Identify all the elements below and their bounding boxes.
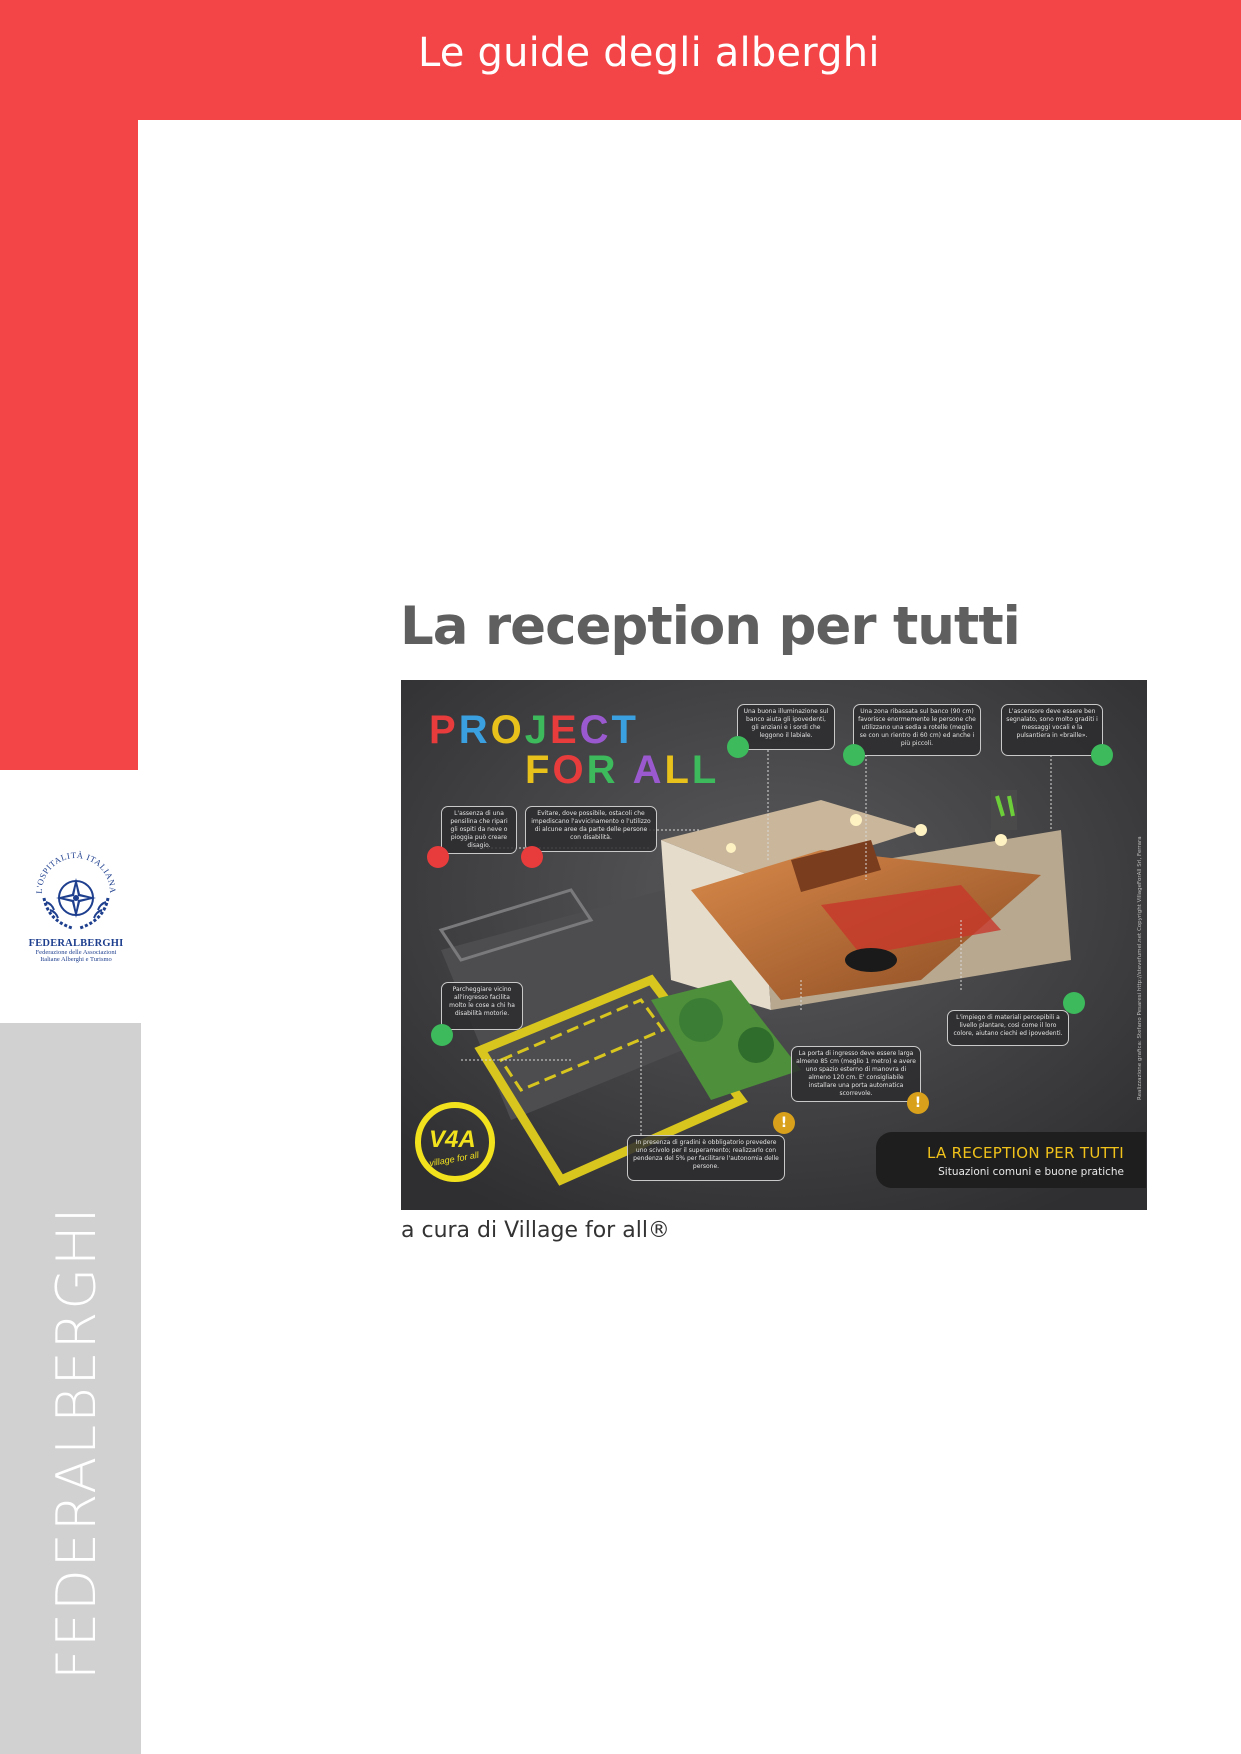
- bad-practice-icon: [427, 846, 449, 868]
- series-title: Le guide degli alberghi: [418, 30, 880, 76]
- callout-plants: L'impiego di materiali percepibili a livello plantare, così come il loro colore, aiutano ciechi ed ipovedenti.: [947, 1010, 1069, 1046]
- vertical-brand-text: FEDERALBERGHI: [45, 1205, 108, 1680]
- good-practice-icon: [843, 744, 865, 766]
- banner-subtitle: Situazioni comuni e buone pratiche: [938, 1166, 1124, 1178]
- good-practice-icon: [1091, 744, 1113, 766]
- federalberghi-logo: [28, 840, 124, 963]
- callout-entrance-door: La porta di ingresso deve essere larga almeno 85 cm (meglio 1 metro) e avere uno spazio esterno di manovra di almeno 120 cm. E' consigliabile installare una porta automatica scorrevole.: [791, 1046, 921, 1102]
- v4a-tagline: village for all: [428, 1149, 480, 1169]
- callout-ramp: In presenza di gradini è obbligatorio prevedere uno scivolo per il superamento; realizzarlo con pendenza del 5% per facilitare l'autonomia delle persone.: [627, 1135, 785, 1181]
- callout-elevator: L'ascensore deve essere ben segnalato, sono molto graditi i messaggi vocali e la pulsantiera in «braille».: [1001, 704, 1103, 756]
- callout-lowered-counter: Una zona ribassata sul banco (90 cm) favorisce enormemente le persone che utilizzano una sedia a rotelle (meglio se con un rientro di 60 cm) ed anche i più piccoli.: [853, 704, 981, 756]
- project-for-all-line2: FOR ALL: [525, 748, 720, 792]
- illustration-banner: [876, 1132, 1146, 1188]
- logo-subtitle-line2: Italiane Alberghi e Turismo: [40, 956, 112, 963]
- callout-lighting: Una buona illuminazione sul banco aiuta gli ipovedenti, gli anziani e i sordi che leggono il labiale.: [737, 704, 835, 750]
- logo-emblem-icon: [28, 840, 124, 936]
- callout-obstacles: Evitare, dove possibile, ostacoli che impediscano l'avvicinamento o l'utilizzo di alcune aree da parte delle persone con disabilità.: [525, 806, 657, 852]
- reception-diorama-illustration: [401, 680, 1147, 1210]
- good-practice-icon: [431, 1024, 453, 1046]
- logo-ring-text: L'OSPITALITÀ ITALIANA: [33, 849, 119, 894]
- v4a-logo-text: V4A: [429, 1126, 476, 1153]
- illustration-credit: Realizzazione grafica: Stefano Pesaresi http://stevefumel.net Copyright VillageForAll Srl, Ferrara: [1137, 836, 1143, 1100]
- sidebar-red-band: [0, 120, 138, 770]
- document-title: La reception per tutti: [400, 596, 1020, 657]
- logo-name: FEDERALBERGHI: [28, 938, 124, 949]
- logo-subtitle-line1: Federazione delle Associazioni: [35, 949, 117, 956]
- good-practice-icon: [1063, 992, 1085, 1014]
- good-practice-icon: [727, 736, 749, 758]
- project-for-all-line1: PROJECT: [429, 708, 639, 752]
- warning-icon: !: [907, 1092, 929, 1114]
- cover-illustration: [401, 680, 1147, 1210]
- banner-title: LA RECEPTION PER TUTTI: [927, 1144, 1124, 1162]
- callout-parking: Parcheggiare vicino all'ingresso facilita molto le cose a chi ha disabilità motorie.: [441, 982, 523, 1030]
- warning-icon: !: [773, 1112, 795, 1134]
- callout-canopy: L'assenza di una pensilina che ripari gli ospiti da neve o pioggia può creare disagio.: [441, 806, 517, 854]
- edited-by-credit: a cura di Village for all®: [401, 1218, 670, 1243]
- bad-practice-icon: [521, 846, 543, 868]
